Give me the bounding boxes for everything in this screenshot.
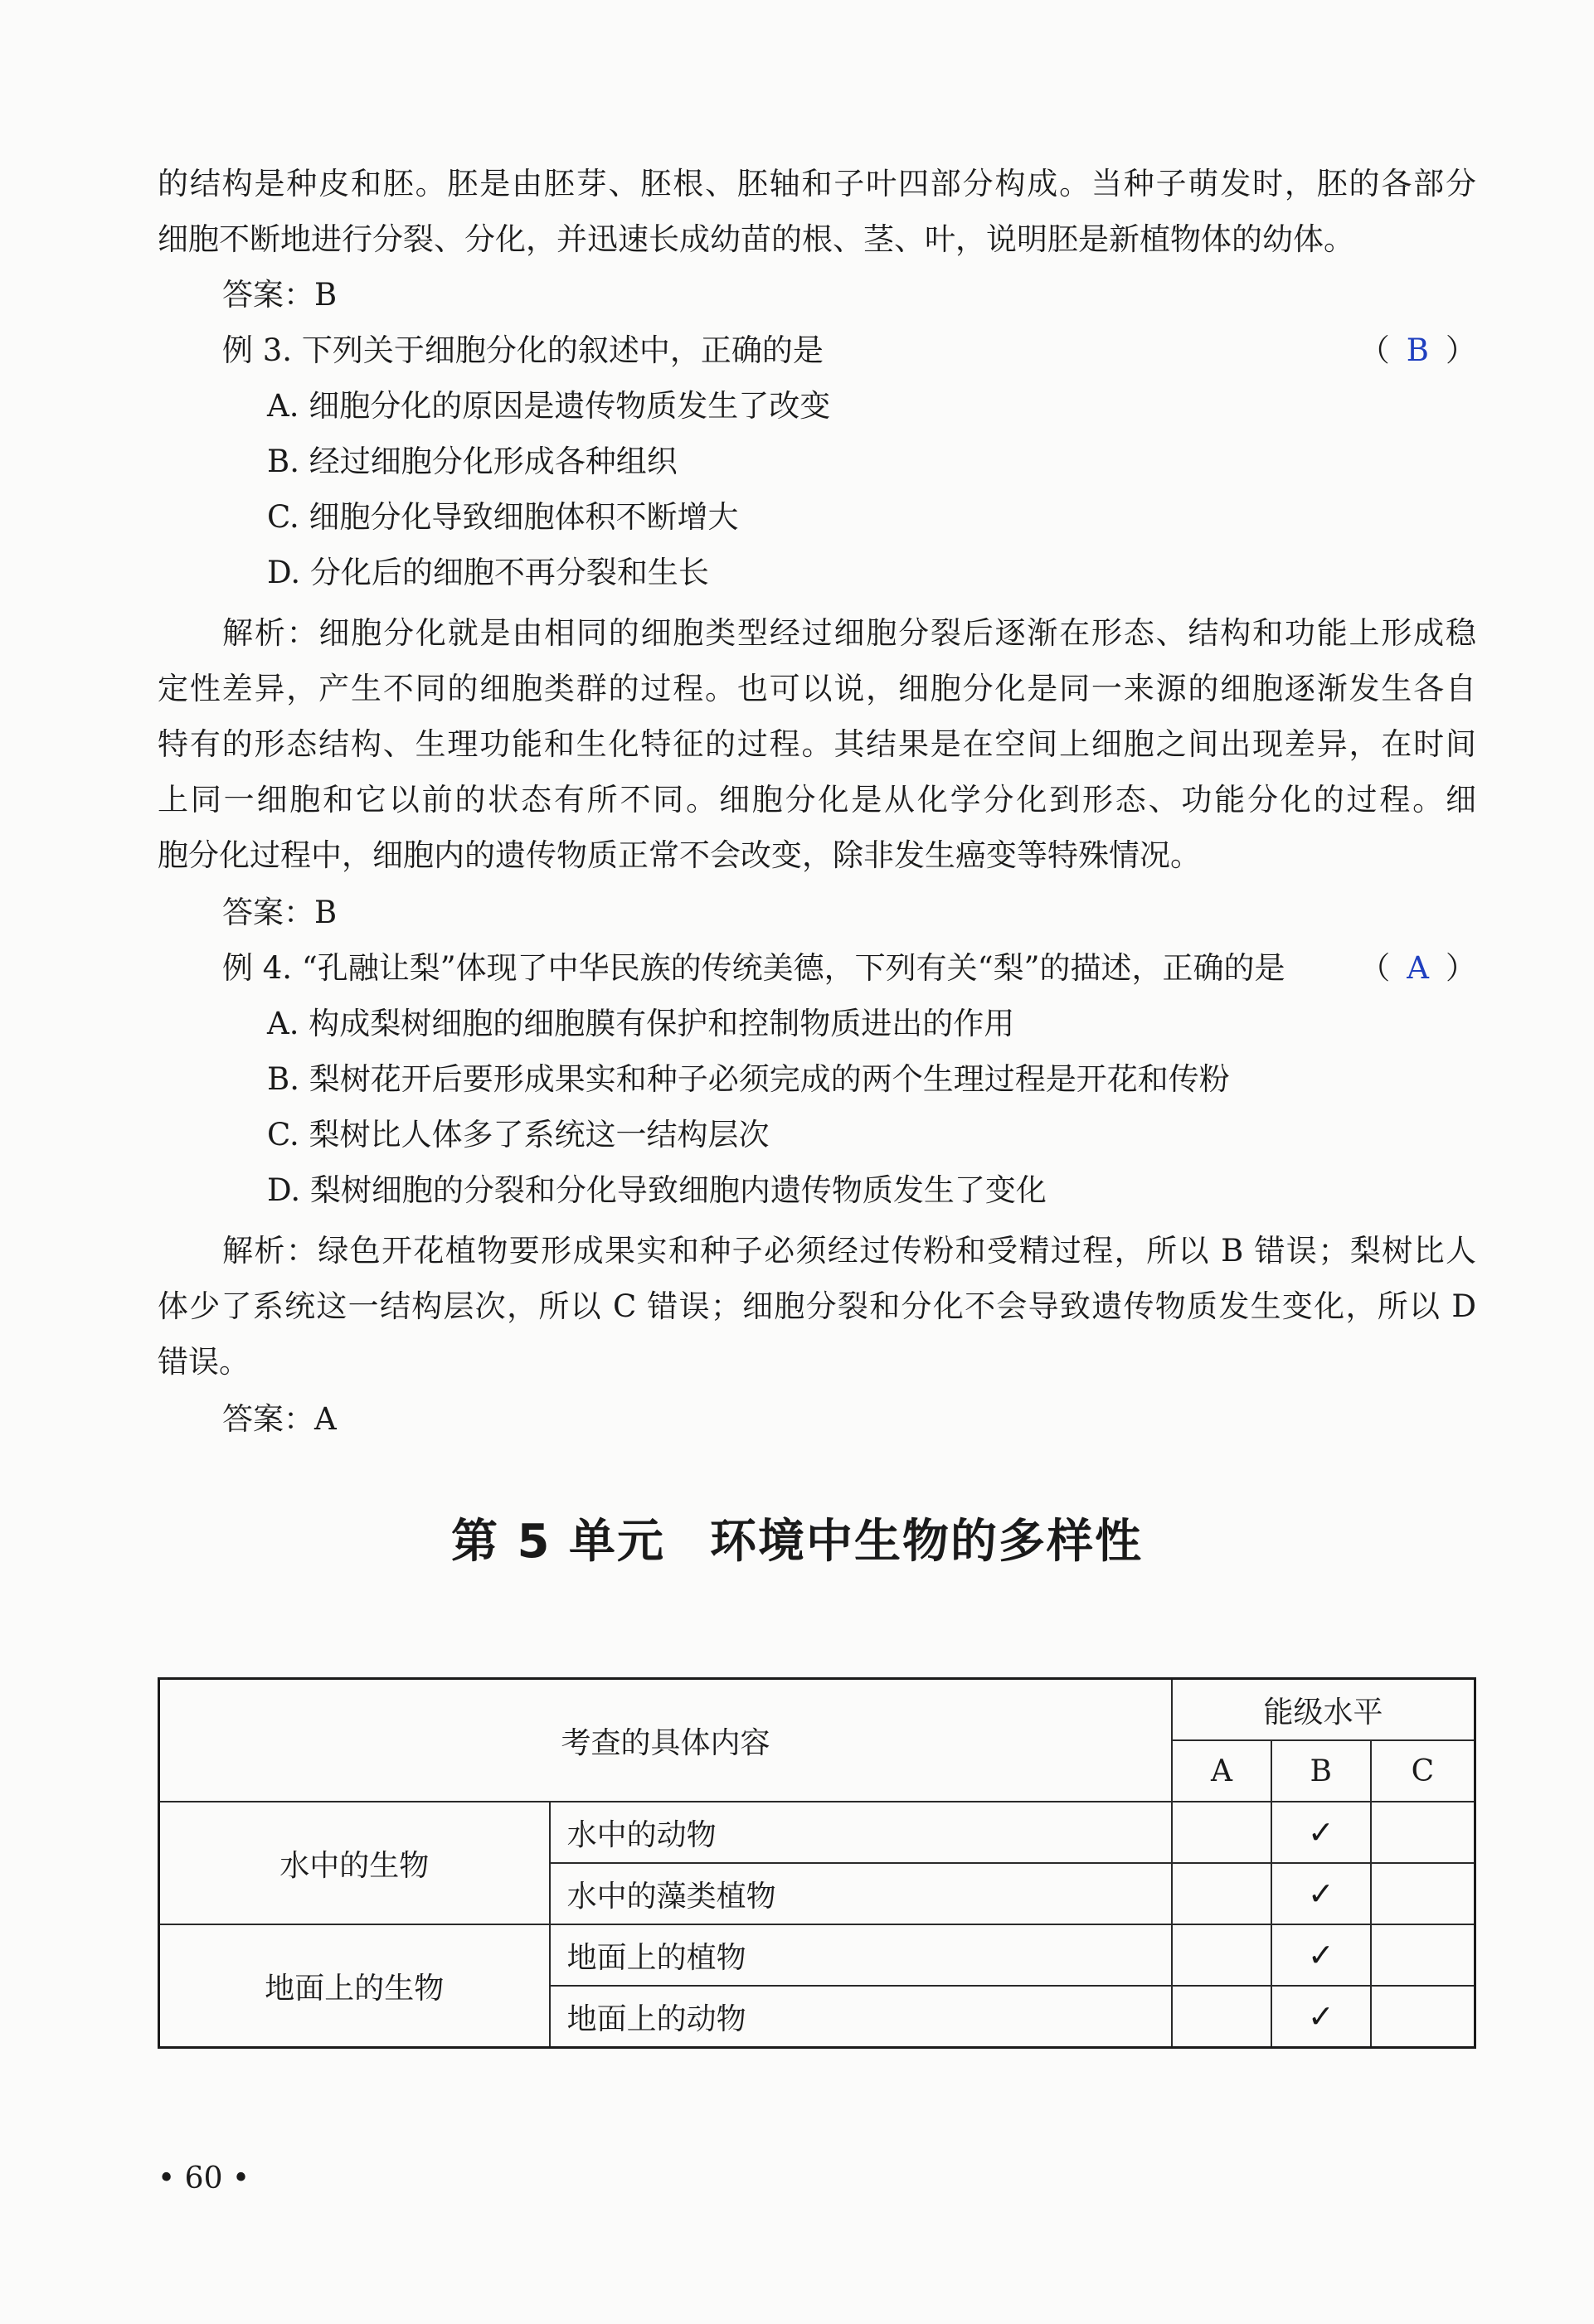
option-a: A. 细胞分化的原因是遗传物质发生了改变 [267,388,831,424]
level-a-cell [1172,1863,1271,1924]
check-mark: ✓ [1271,1802,1371,1863]
unit-name: 环境中生物的多样性 [709,1515,1143,1569]
item-name: 地面上的动物 [550,1986,1173,2048]
analysis-line: 上同一细胞和它以前的状态有所不同。细胞分化是从化学分化到形态、功能分化的过程。细 [158,782,1476,818]
unit-title [0,1509,1594,1575]
header-level: 能级水平 [1172,1679,1475,1741]
answer-line: 答案：B [222,277,338,313]
table-row [159,1802,1475,1863]
level-a-cell [1172,1986,1271,2048]
option-c: C. 细胞分化导致细胞体积不断增大 [267,499,739,535]
analysis-line: 解析：细胞分化就是由相同的细胞类型经过细胞分裂后逐渐在形态、结构和功能上形成稳 [222,615,1476,651]
check-mark: ✓ [1271,1863,1371,1924]
level-col-c: C [1371,1740,1475,1802]
group-name: 水中的生物 [159,1802,550,1924]
level-c-cell [1371,1802,1475,1863]
option-d: D. 分化后的细胞不再分裂和生长 [267,555,709,590]
option-c: C. 梨树比人体多了系统这一结构层次 [267,1117,770,1152]
answer-letter: A [1407,950,1429,986]
header-content: 考查的具体内容 [159,1679,1173,1802]
answer-line: 答案：B [222,895,338,930]
item-name: 水中的动物 [550,1802,1173,1863]
level-col-b: B [1271,1740,1371,1802]
level-a-cell [1172,1924,1271,1986]
analysis-line: 定性差异，产生不同的细胞类群的过程。也可以说，细胞分化是同一来源的细胞逐渐发生各自 [158,671,1476,706]
example-3-stem: 例 3. 下列关于细胞分化的叙述中，正确的是 [222,332,824,368]
level-col-a: A [1172,1740,1271,1802]
option-b: B. 梨树花开后要形成果实和种子必须完成的两个生理过程是开花和传粉 [267,1061,1230,1097]
level-c-cell [1371,1986,1475,2048]
analysis-line: 解析：绿色开花植物要形成果实和种子必须经过传粉和受精过程，所以 B 错误；梨树比人 [222,1233,1476,1269]
answer-bracket: （ A ） [1359,950,1476,986]
group-name: 地面上的生物 [159,1924,550,2048]
analysis-line: 胞分化过程中，细胞内的遗传物质正常不会改变，除非发生癌变等特殊情况。 [158,837,1201,873]
level-c-cell [1371,1863,1475,1924]
table-row [159,1924,1475,1986]
check-mark: ✓ [1271,1924,1371,1986]
example-4-stem: 例 4. “孔融让梨”体现了中华民族的传统美德，下列有关“梨”的描述，正确的是 [222,950,1285,986]
answer-letter: B [1406,332,1429,368]
page-number: • 60 • [158,2161,250,2195]
analysis-line: 特有的形态结构、生理功能和生化特征的过程。其结果是在空间上细胞之间出现差异，在时间 [158,726,1476,762]
answer-bracket: （ B ） [1358,332,1476,368]
option-d: D. 梨树细胞的分裂和分化导致细胞内遗传物质发生了变化 [267,1172,1047,1208]
analysis-line: 错误。 [158,1344,250,1380]
ability-level-table [158,1677,1476,2049]
answer-line: 答案：A [222,1401,337,1437]
item-name: 水中的藻类植物 [550,1863,1173,1924]
level-a-cell [1172,1802,1271,1863]
option-a: A. 构成梨树细胞的细胞膜有保护和控制物质进出的作用 [267,1006,1015,1041]
option-b: B. 经过细胞分化形成各种组织 [267,444,678,479]
item-name: 地面上的植物 [550,1924,1173,1986]
check-mark: ✓ [1271,1986,1371,2048]
level-c-cell [1371,1924,1475,1986]
paragraph-line: 的结构是种皮和胚。胚是由胚芽、胚根、胚轴和子叶四部分构成。当种子萌发时，胚的各部分 [158,166,1476,201]
paragraph-line: 细胞不断地进行分裂、分化，并迅速长成幼苗的根、茎、叶，说明胚是新植物体的幼体。 [158,221,1354,257]
unit-number: 第 5 单元 [451,1515,665,1569]
analysis-line: 体少了系统这一结构层次，所以 C 错误；细胞分裂和分化不会导致遗传物质发生变化，所以 D [158,1288,1476,1324]
